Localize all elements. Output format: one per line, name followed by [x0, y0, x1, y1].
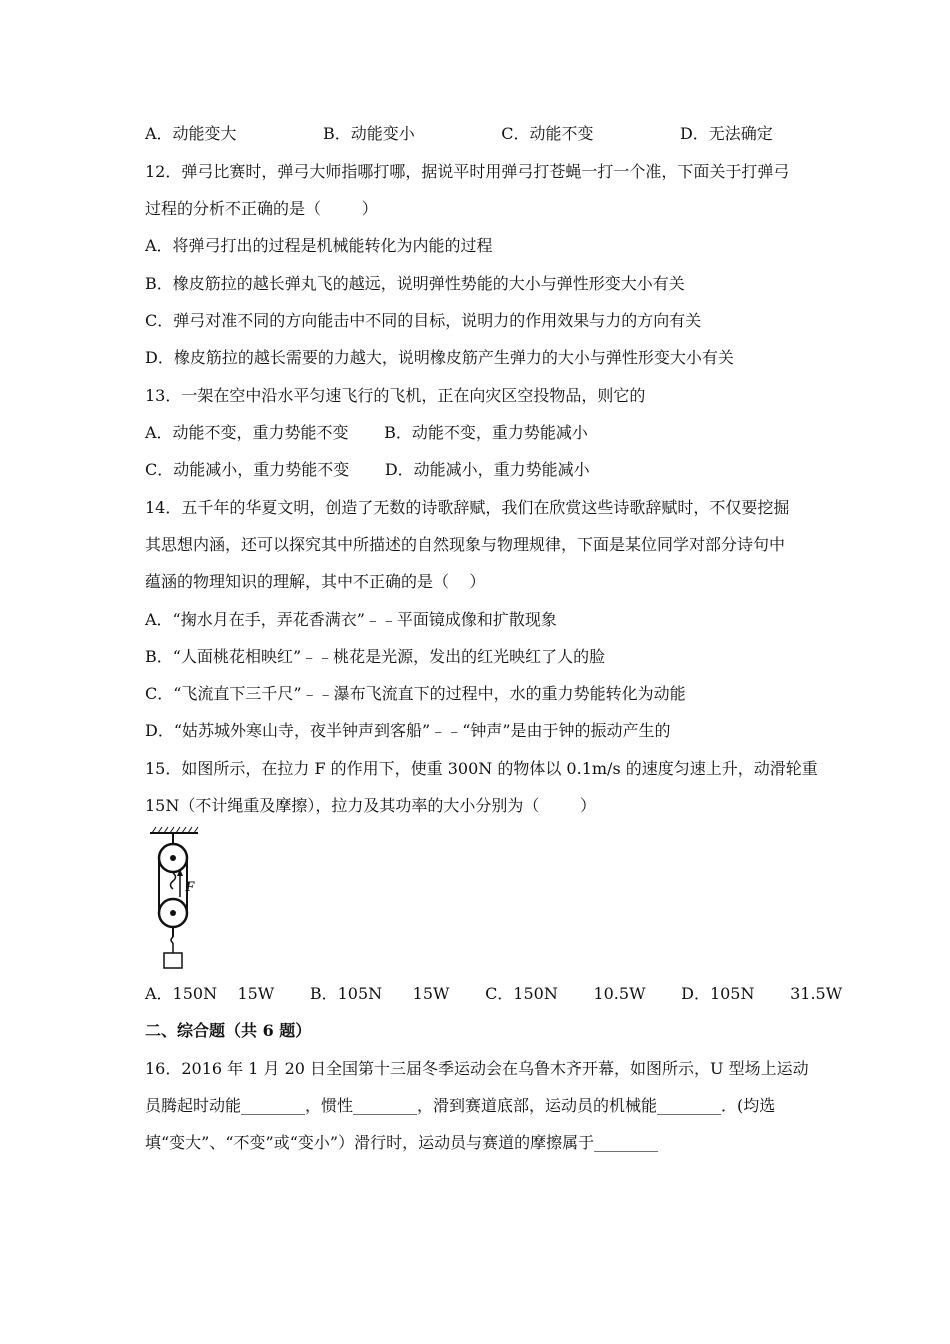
q12-stem-line1: 12．弹弓比赛时，弹弓大师指哪打哪，据说平时用弹弓打苍蝇一打一个准，下面关于打弹弓 — [145, 162, 790, 181]
q14-option-b: B．“人面桃花相映红”﹣﹣桃花是光源，发出的红光映红了人的脸 — [145, 647, 606, 666]
q13-options-cd: C．动能减小，重力势能不变 D．动能减小，重力势能减小 — [145, 460, 590, 479]
q14-option-d: D．“姑苏城外寒山寺，夜半钟声到客船”﹣﹣“钟声”是由于钟的振动产生的 — [145, 721, 671, 740]
q12-option-a: A．将弹弓打出的过程是机械能转化为内能的过程 — [145, 236, 493, 255]
q15-stem-line1: 15．如图所示，在拉力 F 的作用下，使重 300N 的物体以 0.1m/s 的速度匀速上升，动滑轮重 — [145, 759, 818, 778]
q12-option-c: C．弹弓对准不同的方向能击中不同的目标，说明力的作用效果与力的方向有关 — [145, 311, 702, 330]
q15-options: A．150N 15W B．105N 15W C．150N 10.5W D．105N 31.5W — [145, 984, 843, 1003]
q14-option-c: C．“飞流直下三千尺”﹣﹣瀑布飞流直下的过程中，水的重力势能转化为动能 — [145, 684, 686, 703]
q16-stem-line3: 填“变大”、“不变”或“变小”）滑行时，运动员与赛道的摩擦属于________ — [145, 1133, 659, 1152]
q14-stem-line2: 其思想内涵，还可以探究其中所描述的自然现象与物理规律，下面是某位同学对部分诗句中 — [145, 535, 786, 554]
pulley-diagram — [140, 825, 220, 975]
q14-stem-line3: 蕴涵的物理知识的理解，其中不正确的是（ ） — [145, 572, 486, 591]
q14-option-a: A．“掬水月在手，弄花香满衣”﹣﹣平面镜成像和扩散现象 — [145, 610, 557, 629]
q13-stem: 13．一架在空中沿水平匀速飞行的飞机，正在向灾区空投物品，则它的 — [145, 386, 646, 405]
q11-options: A．动能变大 B．动能变小 C．动能不变 D．无法确定 — [145, 124, 773, 143]
section-heading: 二、综合题（共 6 题） — [145, 1021, 312, 1040]
q13-options-ab: A．动能不变，重力势能不变 B．动能不变，重力势能减小 — [145, 423, 588, 442]
q12-stem-line2: 过程的分析不正确的是（ ） — [145, 199, 378, 218]
q16-stem-line2: 员腾起时动能________，惯性________，滑到赛道底部，运动员的机械能________．(均选 — [145, 1096, 776, 1115]
force-label: F — [185, 879, 196, 895]
q12-option-d: D．橡皮筋拉的越长需要的力越大，说明橡皮筋产生弹力的大小与弹性形变大小有关 — [145, 348, 734, 367]
q12-option-b: B．橡皮筋拉的越长弹丸飞的越远，说明弹性势能的大小与弹性形变大小有关 — [145, 274, 685, 293]
q15-stem-line2: 15N（不计绳重及摩擦），拉力及其功率的大小分别为（ ） — [145, 796, 597, 815]
q16-stem-line1: 16．2016 年 1 月 20 日全国第十三届冬季运动会在乌鲁木齐开幕，如图所示，U 型场上运动 — [145, 1059, 809, 1078]
q14-stem-line1: 14．五千年的华夏文明，创造了无数的诗歌辞赋，我们在欣赏这些诗歌辞赋时，不仅要挖掘 — [145, 498, 790, 517]
